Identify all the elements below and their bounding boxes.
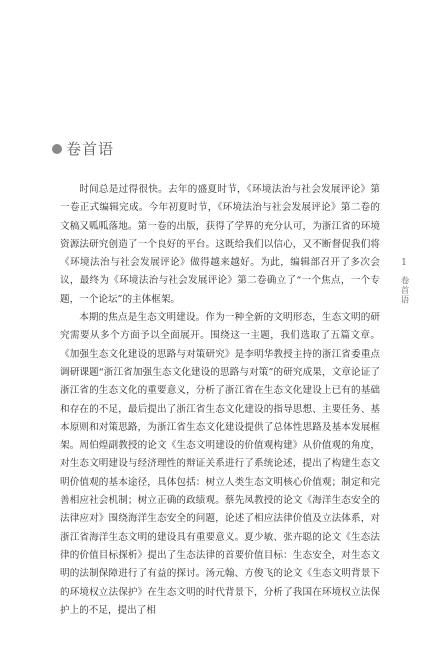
running-head-label: 卷首语 <box>399 276 409 305</box>
paragraph: 本期的焦点是生态文明建设。作为一种全新的文明形态，生态文明的研究需要从多个方面予以全面展开。围绕这一主题，我们选取了五篇文章。《加强生态文化建设的思路与对策研究》是李明华教授主持的浙江省委重点调研课题“浙江省加强生态文化建设的思路与对策”的研究成果，文章论证了浙江省的生态文化的重要意义，分析了浙江省在生态文化建设上已有的基础和存在的不足，最后提出了浙江省生态文化建设的指导思想、主要任务、基本原则和对策思路，为浙江省生态文化建设提供了总体性思路及基本发展框架。周伯煌副教授的论文《生态文明建设的价值观构建》从价值观的角度，对生态文明建设与经济理性的辩证关系进行了系统论述，提出了构建生态文明价值观的基本途径，具体包括：树立人类生态文明核心价值观；制定和完善相应社会机制；树立正确的政绩观。蔡先凤教授的论文《海洋生态安全的法律应对》围绕海洋生态安全的问题，论述了相应法律价值及立法体系，对浙江省海洋生态文明的建设具有重要意义。夏少敏、张卉聪的论文《生态法律的价值目标探析》提出了生态法律的首要价值目标：生态安全，对生态文明的法制保障进行了有益的探讨。汤元翰、方俊飞的论文《生态文明背景下的环境权立法保护》在生态文明的时代背景下，分析了我国在环境权立法保护上的不足，提出了相 <box>60 312 380 616</box>
bullet-icon <box>52 144 62 154</box>
paragraph: 时间总是过得很快。去年的盛夏时节，《环境法治与社会发展评论》第一卷正式编辑完成。今年初夏时节，《环境法治与社会发展评论》第二卷的文稿又呱呱落地。第一卷的出版，获得了学界的充分认可，为浙江省的环境资源法研究创造了一个良好的平台。这既给我们以信心，又不断督促我们将《环境法治与社会发展评论》做得越来越好。为此，编辑部召开了多次会议，最终为《环境法治与社会发展评论》第二卷确立了“一个焦点，一个专题，一个论坛”的主体框架。 <box>60 184 380 305</box>
section-heading <box>52 138 114 159</box>
heading-text: 卷首语 <box>66 140 115 158</box>
page-number: 1 <box>401 258 407 268</box>
body-text <box>60 181 380 620</box>
margin-running-head <box>397 258 411 305</box>
